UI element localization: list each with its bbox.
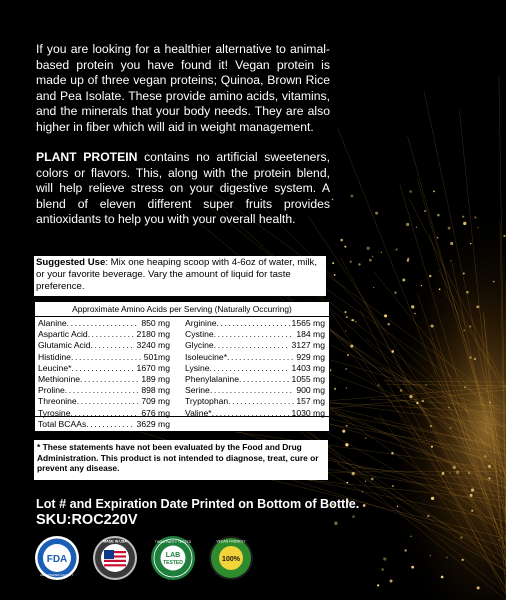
sparkle bbox=[446, 557, 447, 558]
sparkle bbox=[476, 306, 479, 309]
vegan-friendly-badge-icon bbox=[208, 535, 254, 581]
fda-badge-subtext: REGISTERED FACILITY bbox=[40, 573, 74, 577]
sparkle bbox=[352, 472, 355, 475]
amino-name: Cystine bbox=[185, 329, 214, 340]
sparkle bbox=[416, 402, 418, 404]
sparkle bbox=[390, 579, 393, 582]
sparkle bbox=[488, 465, 491, 468]
sparkle bbox=[372, 256, 374, 258]
sparkle bbox=[453, 466, 456, 469]
sparkle bbox=[489, 402, 491, 404]
plant-protein-heading: PLANT PROTEIN bbox=[36, 150, 138, 164]
amino-row bbox=[38, 352, 170, 363]
amino-name: Glutamic Acid bbox=[38, 340, 91, 351]
sparkle bbox=[363, 504, 366, 507]
sparkle bbox=[416, 227, 417, 228]
amino-value: 709 mg bbox=[141, 396, 170, 407]
suggested-use-box bbox=[34, 256, 326, 296]
amino-row bbox=[38, 385, 170, 396]
amino-value: 1565 mg bbox=[291, 318, 325, 328]
total-bcaa-value: 3629 mg bbox=[136, 419, 170, 429]
sparkle bbox=[449, 472, 450, 473]
sparkle bbox=[431, 497, 434, 500]
sparkle bbox=[365, 481, 366, 482]
sparkle bbox=[342, 430, 345, 433]
sparkle bbox=[350, 261, 352, 263]
amino-name: Serine bbox=[185, 385, 210, 396]
amino-value: 900 mg bbox=[296, 385, 325, 396]
sparkle bbox=[503, 235, 505, 237]
sparkle bbox=[334, 274, 336, 276]
sparkle bbox=[345, 443, 348, 446]
sparkle bbox=[344, 246, 346, 248]
amino-value: 1030 mg bbox=[291, 407, 325, 418]
plant-protein-body: contains no artificial sweeteners, colors or flavors. This, along with the protein blend, will help relieve stress on your digestive system. A blend of eleven different super fruits provides antioxidants to help you with your overall health. bbox=[36, 150, 330, 227]
total-bcaa-row bbox=[38, 419, 170, 430]
sparkle bbox=[355, 321, 356, 322]
sparkle bbox=[422, 400, 425, 403]
sparkle bbox=[392, 485, 394, 487]
amino-value: 157 mg bbox=[296, 396, 325, 407]
sparkle bbox=[433, 191, 435, 193]
sparkle bbox=[334, 522, 337, 525]
amino-value: 1055 mg bbox=[291, 373, 325, 384]
amino-name: Threonine bbox=[38, 396, 77, 407]
sparkle bbox=[344, 311, 346, 313]
sparkle bbox=[384, 314, 387, 317]
sparkle bbox=[431, 446, 433, 448]
sparkle bbox=[352, 515, 355, 518]
amino-name: Tryptophan bbox=[185, 396, 229, 407]
sparkle bbox=[462, 216, 464, 218]
sparkle bbox=[340, 239, 343, 242]
amino-value: 189 mg bbox=[141, 373, 170, 384]
sparkle bbox=[424, 210, 426, 212]
sparkle bbox=[448, 407, 450, 409]
sparkle bbox=[404, 549, 406, 551]
amino-table-title: Approximate Amino Acids per Serving (Naturally Occurring) bbox=[35, 302, 329, 317]
sparkle bbox=[346, 316, 348, 318]
sparkle bbox=[402, 278, 405, 281]
amino-value: 501mg bbox=[143, 351, 170, 362]
sparkle bbox=[352, 319, 354, 321]
sparkle bbox=[450, 260, 451, 261]
sparkle bbox=[421, 285, 422, 286]
amino-column-right bbox=[185, 318, 325, 419]
sparkle bbox=[441, 576, 444, 579]
sparkle bbox=[469, 325, 471, 327]
amino-value: 3240 mg bbox=[136, 340, 170, 351]
sparkle bbox=[334, 388, 336, 390]
amino-name: Methionine bbox=[38, 373, 81, 384]
sparkle bbox=[442, 472, 445, 475]
sparkle bbox=[409, 190, 412, 193]
sparkle bbox=[394, 291, 397, 294]
sparkle bbox=[464, 386, 466, 388]
amino-row bbox=[38, 329, 170, 340]
sparkle bbox=[350, 345, 353, 348]
amino-name: Lysine bbox=[185, 362, 210, 373]
amino-name: Proline bbox=[38, 385, 65, 396]
sparkle bbox=[411, 566, 414, 569]
sparkle bbox=[439, 288, 441, 290]
sparkle bbox=[468, 472, 470, 474]
table-divider bbox=[35, 416, 329, 417]
sparkle bbox=[430, 555, 431, 556]
amino-acid-table bbox=[34, 301, 330, 432]
amino-name: Alanine bbox=[38, 318, 67, 328]
sparkle bbox=[437, 237, 439, 239]
amino-row bbox=[38, 318, 170, 329]
sparkle bbox=[397, 506, 399, 508]
sparkle bbox=[450, 427, 451, 428]
sparkle bbox=[463, 329, 465, 331]
sparkle bbox=[429, 275, 431, 277]
sparkle bbox=[365, 437, 366, 438]
sparkle bbox=[358, 263, 360, 265]
sparkle bbox=[371, 478, 374, 481]
sparkle bbox=[463, 222, 466, 225]
lab-badge-ring-text: THIRD PARTY TESTED bbox=[154, 540, 192, 544]
amino-value: 2180 mg bbox=[136, 329, 170, 340]
sparkle bbox=[396, 248, 398, 250]
sparkle bbox=[477, 586, 480, 589]
amino-value: 1403 mg bbox=[291, 362, 325, 373]
fda-disclaimer: * These statements have not been evaluated by the Food and Drug Administration. This product is not intended to diagnose, treat, cure or prevent any disease. bbox=[34, 440, 328, 480]
amino-name: Arginine bbox=[185, 318, 217, 328]
amino-row bbox=[185, 408, 325, 419]
sparkle bbox=[456, 471, 459, 474]
made-in-usa-badge-icon bbox=[92, 535, 138, 581]
fda-registered-badge-icon bbox=[34, 535, 80, 581]
sparkle bbox=[346, 425, 348, 427]
sparkle bbox=[460, 536, 463, 539]
sparkle bbox=[448, 227, 451, 230]
sparkle bbox=[469, 356, 471, 358]
fda-badge-text: FDA bbox=[46, 554, 68, 565]
sparkle bbox=[373, 287, 374, 288]
sparkle bbox=[378, 384, 380, 386]
amino-name: Isoleucine* bbox=[185, 351, 228, 362]
sparkle bbox=[332, 262, 334, 264]
amino-name: Aspartic Acid bbox=[38, 329, 88, 340]
sparkle bbox=[332, 198, 334, 200]
sparkle bbox=[484, 455, 487, 458]
suggested-use-label: Suggested Use bbox=[36, 257, 106, 268]
sparkle bbox=[411, 305, 414, 308]
amino-row bbox=[185, 374, 325, 385]
usa-badge-text: MADE IN USA bbox=[103, 539, 127, 544]
sparkle bbox=[388, 323, 390, 325]
suggested-use-text: : Mix one heaping scoop with 4-6oz of water, milk, or your favorite beverage. Vary the amount of liquid for taste preference. bbox=[36, 257, 318, 292]
amino-row bbox=[38, 408, 170, 419]
sparkle bbox=[375, 212, 378, 215]
sparkle bbox=[431, 324, 434, 327]
amino-row bbox=[185, 363, 325, 374]
lab-badge-text: LAB bbox=[165, 552, 181, 559]
sparkle bbox=[369, 259, 372, 262]
vegan-badge-ring-text: VEGAN FRIENDLY bbox=[216, 539, 246, 544]
amino-name: Glycine bbox=[185, 340, 214, 351]
sparkle bbox=[409, 395, 412, 398]
sparkle bbox=[345, 368, 347, 370]
sparkle bbox=[427, 515, 429, 517]
sparkle bbox=[377, 584, 379, 586]
sparkle bbox=[391, 350, 394, 353]
intro-paragraph-2 bbox=[36, 150, 330, 228]
sparkle bbox=[450, 242, 453, 245]
sparkle bbox=[346, 387, 347, 388]
sparkle bbox=[471, 489, 474, 492]
amino-value: 929 mg bbox=[296, 351, 325, 362]
amino-name: Valine* bbox=[185, 407, 212, 418]
vegan-badge-text: 100% bbox=[222, 556, 240, 563]
amino-row bbox=[38, 363, 170, 374]
sparkle bbox=[498, 539, 500, 541]
amino-value: 676 mg bbox=[141, 407, 170, 418]
sparkle bbox=[488, 477, 490, 479]
amino-row bbox=[185, 318, 325, 329]
sparkle bbox=[470, 243, 471, 244]
sparkle bbox=[366, 247, 369, 250]
amino-value: 850 mg bbox=[141, 318, 170, 328]
amino-row bbox=[185, 385, 325, 396]
intro-paragraph-1: If you are looking for a healthier alternative to animal-based protein you have found it! Vegan protein is made up of three vegan proteins; Quinoa, Brown Rice and Pea Isolate. These provide amino acids, vitamins, and the minerals that your body needs. They are also higher in fiber which will aid in weight management. bbox=[36, 42, 330, 134]
amino-row bbox=[185, 396, 325, 407]
sparkle bbox=[410, 536, 411, 537]
sku-label: SKU:ROC220V bbox=[36, 512, 138, 528]
sparkle bbox=[383, 557, 386, 560]
sparkle bbox=[474, 358, 477, 361]
lot-expiration-note: Lot # and Expiration Date Printed on Bottom of Bottle. bbox=[36, 497, 360, 511]
sparkle bbox=[391, 452, 393, 454]
amino-name: Histidine bbox=[38, 351, 71, 362]
amino-value: 1670 mg bbox=[136, 362, 170, 373]
sparkle bbox=[466, 291, 469, 294]
lab-badge-subtext: TESTED bbox=[163, 560, 183, 566]
sparkle bbox=[407, 260, 409, 262]
amino-row bbox=[185, 340, 325, 351]
sparkle bbox=[362, 491, 363, 492]
sparkle bbox=[474, 216, 476, 218]
sparkle bbox=[400, 389, 403, 392]
sparkle bbox=[381, 252, 383, 254]
amino-row bbox=[38, 340, 170, 351]
amino-name: Phenylalanine bbox=[185, 373, 239, 384]
amino-row bbox=[185, 352, 325, 363]
sparkle bbox=[381, 568, 384, 571]
amino-value: 898 mg bbox=[141, 385, 170, 396]
lab-tested-badge-icon bbox=[150, 535, 196, 581]
amino-row bbox=[185, 329, 325, 340]
amino-column-left bbox=[38, 318, 170, 419]
sparkle bbox=[345, 330, 346, 331]
amino-value: 3127 mg bbox=[291, 340, 325, 351]
sparkle bbox=[493, 281, 495, 283]
sparkle bbox=[437, 214, 440, 217]
sparkle bbox=[406, 223, 409, 226]
amino-row bbox=[38, 396, 170, 407]
sparkle bbox=[350, 195, 353, 198]
sparkle bbox=[463, 273, 465, 275]
sparkle bbox=[462, 559, 464, 561]
sparkle bbox=[430, 425, 432, 427]
amino-name: Tyrosine bbox=[38, 407, 71, 418]
sparkle bbox=[414, 313, 416, 315]
amino-name: Leucine* bbox=[38, 362, 72, 373]
sparkle bbox=[425, 384, 427, 386]
amino-value: 184 mg bbox=[296, 329, 325, 340]
sparkle bbox=[477, 227, 478, 228]
sparkle bbox=[470, 494, 473, 497]
amino-row bbox=[38, 374, 170, 385]
sparkle bbox=[346, 482, 348, 484]
sparkle bbox=[471, 510, 473, 512]
sparkle bbox=[347, 354, 349, 356]
total-bcaa-label: Total BCAAs bbox=[38, 419, 87, 429]
